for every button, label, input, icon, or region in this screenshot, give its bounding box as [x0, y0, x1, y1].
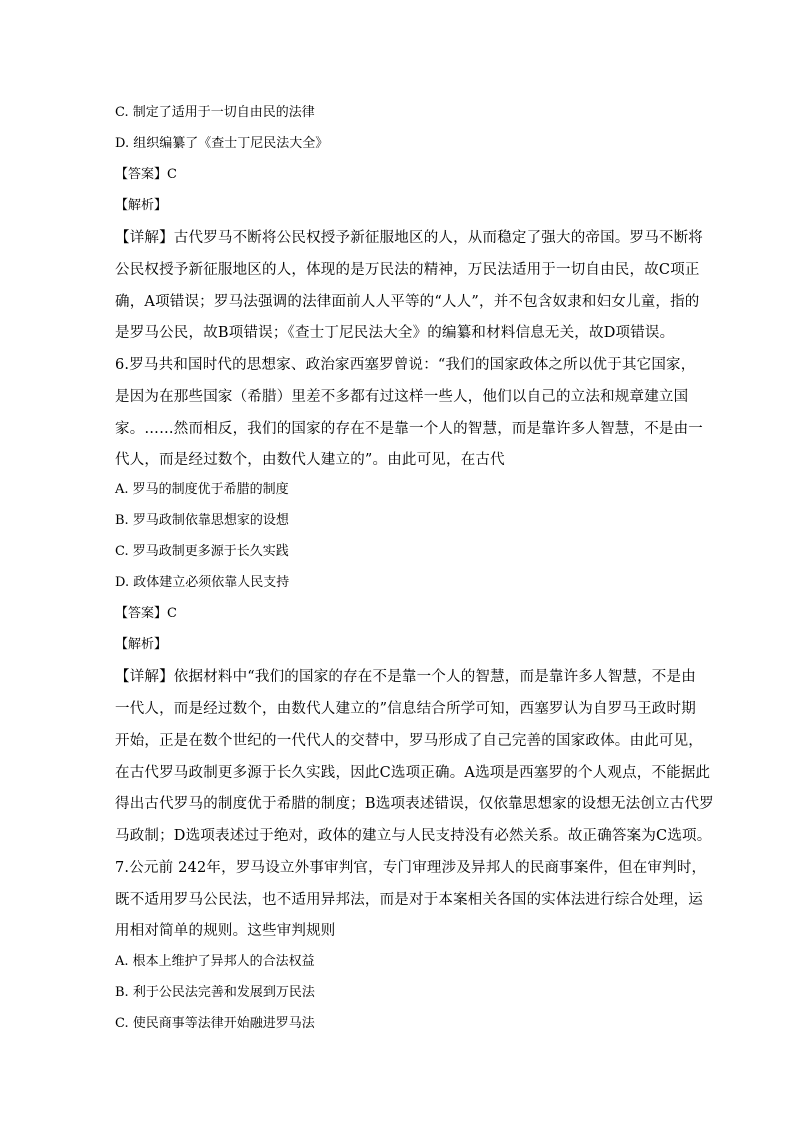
q7-option-b: B. 利于公民法完善和发展到万民法 — [115, 985, 315, 1000]
q6-stem-line: 家。……然而相反，我们的国家的存在不是靠一个人的智慧，而是靠许多人智慧，不是由一 — [115, 421, 703, 437]
q5-option-c: C. 制定了适用于一切自由民的法律 — [115, 105, 315, 120]
q6-option-c: C. 罗马政制更多源于长久实践 — [115, 544, 289, 559]
q7-stem-line: 既不适用罗马公民法，也不适用异邦法，而是对于本案相关各国的实体法进行综合处理，运 — [115, 892, 703, 908]
q6-detail-line: 开始，正是在数个世纪的一代代人的交替中，罗马形成了自己完善的国家政体。由此可见， — [115, 733, 703, 749]
q5-analysis-label: 【解析】 — [115, 198, 168, 213]
q7-stem-line: 7.公元前 242年，罗马设立外事审判官，专门审理涉及异邦人的民商事案件，但在审判时， — [115, 860, 707, 876]
q5-answer: 【答案】C — [115, 167, 177, 182]
q7-stem-line: 用相对简单的规则。这些审判规则 — [115, 923, 336, 939]
q6-answer: 【答案】C — [115, 606, 177, 621]
q5-detail-line: 确，A项错误；罗马法强调的法律面前人人平等的“人人”，并不包含奴隶和妇女儿童，指的 — [115, 294, 700, 310]
q6-analysis-label: 【解析】 — [115, 637, 168, 652]
q6-option-d: D. 政体建立必须依靠人民支持 — [115, 575, 290, 590]
q6-stem-line: 是因为在那些国家（希腊）里差不多都有过这样一些人，他们以自己的立法和规章建立国 — [115, 389, 689, 405]
q6-stem-line: 6.罗马共和国时代的思想家、政治家西塞罗曾说：“我们的国家政体之所以优于其它国家， — [115, 357, 696, 373]
q6-option-b: B. 罗马政制依靠思想家的设想 — [115, 513, 289, 528]
q6-stem-line: 代人，而是经过数个，由数代人建立的”。由此可见，在古代 — [115, 452, 505, 468]
q6-detail-line: 一代人，而是经过数个，由数代人建立的”信息结合所学可知，西塞罗认为自罗马王政时期 — [115, 701, 696, 717]
q6-detail-line: 马政制；D选项表述过于绝对，政体的建立与人民支持没有必然关系。故正确答案为C选项。 — [115, 828, 712, 844]
q5-option-d: D. 组织编纂了《查士丁尼民法大全》 — [115, 136, 329, 151]
q5-detail-line: 【详解】古代罗马不断将公民权授予新征服地区的人，从而稳定了强大的帝国。罗马不断将 — [115, 230, 703, 246]
q7-option-a: A. 根本上维护了异邦人的合法权益 — [115, 954, 315, 969]
q6-option-a: A. 罗马的制度优于希腊的制度 — [115, 482, 289, 497]
q6-detail-line: 【详解】依据材料中“我们的国家的存在不是靠一个人的智慧，而是靠许多人智慧，不是由 — [115, 669, 696, 685]
q5-detail-line: 公民权授予新征服地区的人，体现的是万民法的精神，万民法适用于一切自由民，故C项正 — [115, 262, 700, 278]
q6-detail-line: 在古代罗马政制更多源于长久实践，因此C选项正确。A选项是西塞罗的个人观点，不能据此 — [115, 765, 711, 781]
q5-detail-line: 是罗马公民，故B项错误；《查士丁尼民法大全》的编纂和材料信息无关，故D项错误。 — [115, 325, 675, 341]
q7-option-c: C. 使民商事等法律开始融进罗马法 — [115, 1016, 315, 1031]
q6-detail-line: 得出古代罗马的制度优于希腊的制度；B选项表述错误，仅依靠思想家的设想无法创立古代罗 — [115, 796, 714, 812]
